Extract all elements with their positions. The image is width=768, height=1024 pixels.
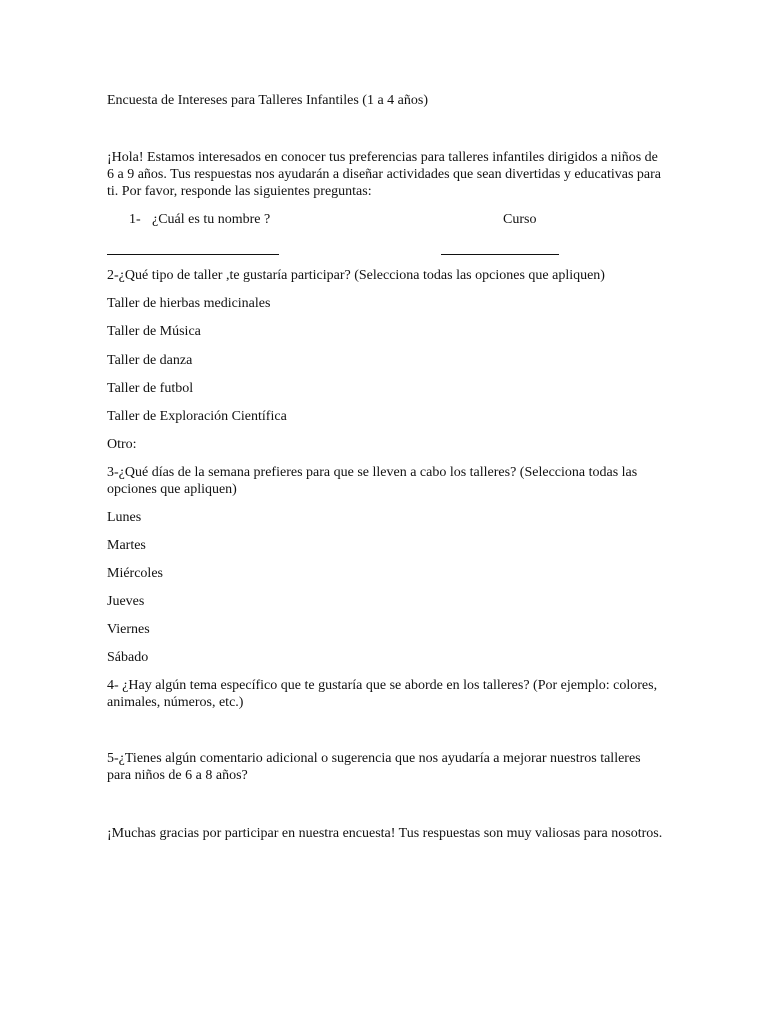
q1-number: 1- [129, 212, 141, 227]
q2-option: Taller de danza [107, 353, 193, 368]
q5-text: 5-¿Tienes algún comentario adicional o sugerencia que nos ayudaría a mejorar nuestros talleres para niños de 6 a 8 años? [107, 751, 641, 783]
document-title: Encuesta de Intereses para Talleres Infantiles (1 a 4 años) [107, 93, 429, 108]
course-label: Curso [503, 212, 537, 227]
course-answer-line[interactable] [441, 254, 559, 255]
q3-option: Martes [107, 538, 146, 553]
q1-text: ¿Cuál es tu nombre ? [152, 212, 271, 227]
q2-option: Taller de Exploración Científica [107, 409, 287, 424]
q4-text: 4- ¿Hay algún tema específico que te gustaría que se aborde en los talleres? (Por ejemplo: colores, animales, números, etc.) [107, 678, 658, 710]
q2-option: Taller de Música [107, 324, 201, 339]
closing-text: ¡Muchas gracias por participar en nuestra encuesta! Tus respuestas son muy valiosas para nosotros. [107, 826, 663, 841]
name-answer-line[interactable] [107, 254, 279, 255]
q3-text: 3-¿Qué días de la semana prefieres para que se lleven a cabo los talleres? (Selecciona todas las opciones que apliquen) [107, 465, 638, 497]
q3-option: Viernes [107, 622, 150, 637]
q3-option: Lunes [107, 510, 142, 525]
intro-paragraph: ¡Hola! Estamos interesados en conocer tus preferencias para talleres infantiles dirigidos a niños de 6 a 9 años. Tus respuestas nos ayudarán a diseñar actividades que sean divertidas y educativas para ti. Por favor, responde las siguientes preguntas: [107, 150, 662, 199]
q2-option: Taller de hierbas medicinales [107, 296, 271, 311]
q3-option: Sábado [107, 650, 149, 665]
q2-option: Otro: [107, 437, 137, 452]
q3-option: Jueves [107, 594, 145, 609]
q2-text: 2-¿Qué tipo de taller ,te gustaría participar? (Selecciona todas las opciones que apliquen) [107, 268, 605, 283]
q2-option: Taller de futbol [107, 381, 194, 396]
q3-option: Miércoles [107, 566, 163, 581]
